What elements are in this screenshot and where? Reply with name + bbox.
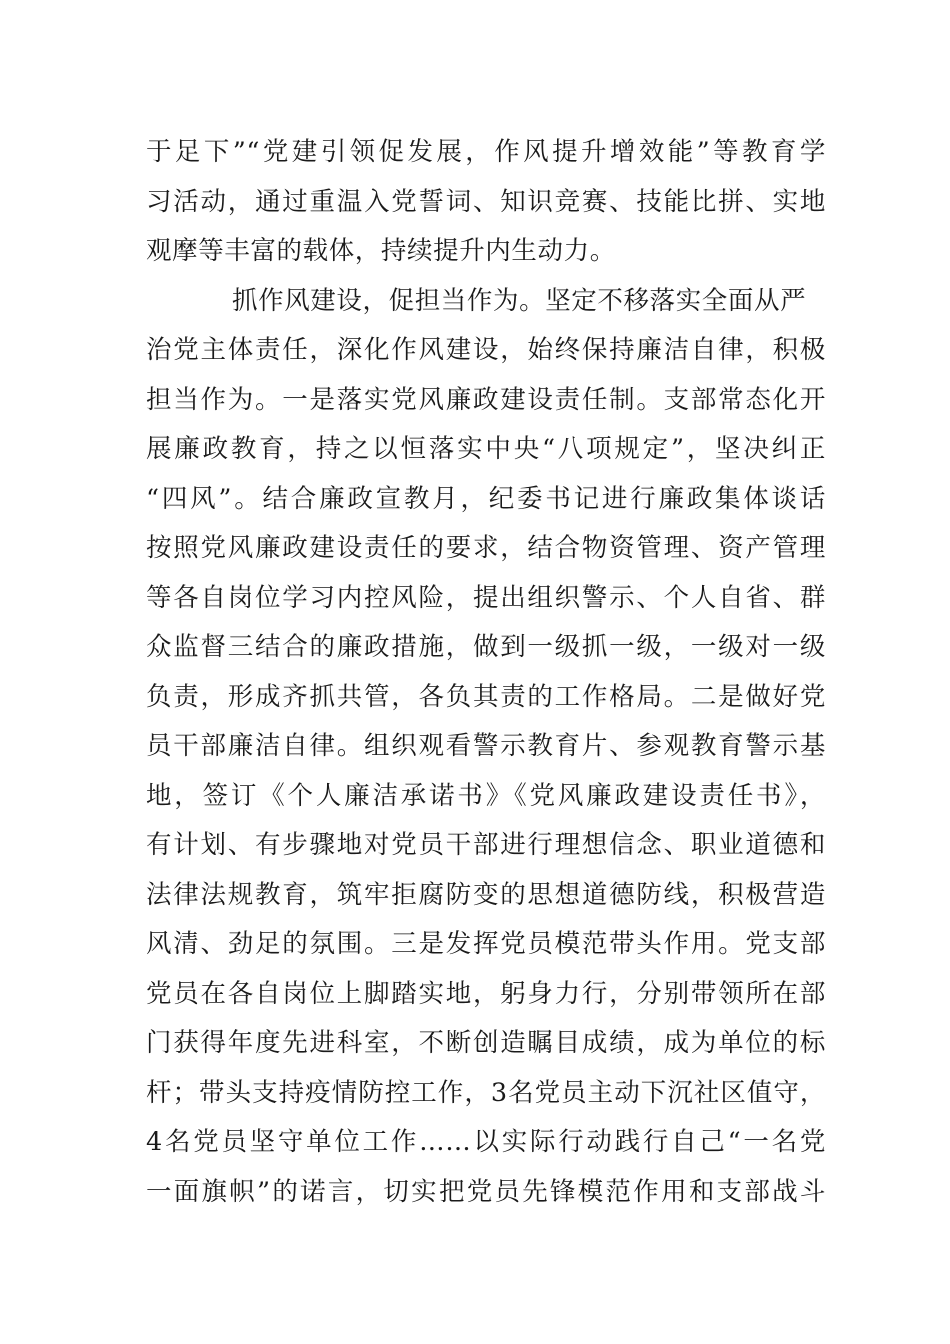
text-line: 4名党员坚守单位工作……以实际行动践行自己“一名党 (146, 1127, 826, 1157)
text-line: 治党主体责任，深化作风建设，始终保持廉洁自律，积极 (146, 335, 826, 365)
text-line: 法律法规教育，筑牢拒腐防变的思想道德防线，积极营造 (146, 879, 826, 910)
paragraph-heading-line: 抓作风建设，促担当作为。坚定不移落实全面从严 (232, 285, 807, 316)
text-line: 一面旗帜”的诺言，切实把党员先锋模范作用和支部战斗 (146, 1176, 826, 1207)
body-text (146, 128, 826, 1217)
text-line: 等各自岗位学习内控风险，提出组织警示、个人自省、群 (146, 582, 826, 613)
text-line: 众监督三结合的廉政措施，做到一级抓一级，一级对一级 (146, 632, 826, 662)
text-line: 按照党风廉政建设责任的要求，结合物资管理、资产管理 (146, 533, 826, 563)
text-line: 杆；带头支持疫情防控工作，3名党员主动下沉社区值守， (146, 1077, 826, 1108)
text-line: 于足下”“党建引领促发展，作风提升增效能”等教育学 (146, 137, 826, 167)
text-line: 展廉政教育，持之以恒落实中央“八项规定”，坚决纠正 (146, 434, 826, 464)
text-line: 担当作为。一是落实党风廉政建设责任制。支部常态化开 (146, 384, 826, 415)
text-line: 观摩等丰富的载体，持续提升内生动力。 (146, 236, 616, 266)
text-line: 员干部廉洁自律。组织观看警示教育片、参观教育警示基 (146, 731, 826, 761)
text-line: 负责，形成齐抓共管，各负其责的工作格局。二是做好党 (146, 681, 826, 712)
text-line: 习活动，通过重温入党誓词、知识竞赛、技能比拼、实地 (146, 186, 826, 217)
text-line: “四风”。结合廉政宣教月，纪委书记进行廉政集体谈话 (146, 483, 826, 514)
text-line: 门获得年度先进科室，不断创造瞩目成绩，成为单位的标 (146, 1028, 826, 1058)
text-line: 党员在各自岗位上脚踏实地，躬身力行，分别带领所在部 (146, 978, 826, 1009)
text-line: 地，签订《个人廉洁承诺书》《党风廉政建设责任书》， (146, 780, 826, 811)
text-line: 风清、劲足的氛围。三是发挥党员模范带头作用。党支部 (146, 929, 826, 959)
text-line: 有计划、有步骤地对党员干部进行理想信念、职业道德和 (146, 830, 826, 860)
